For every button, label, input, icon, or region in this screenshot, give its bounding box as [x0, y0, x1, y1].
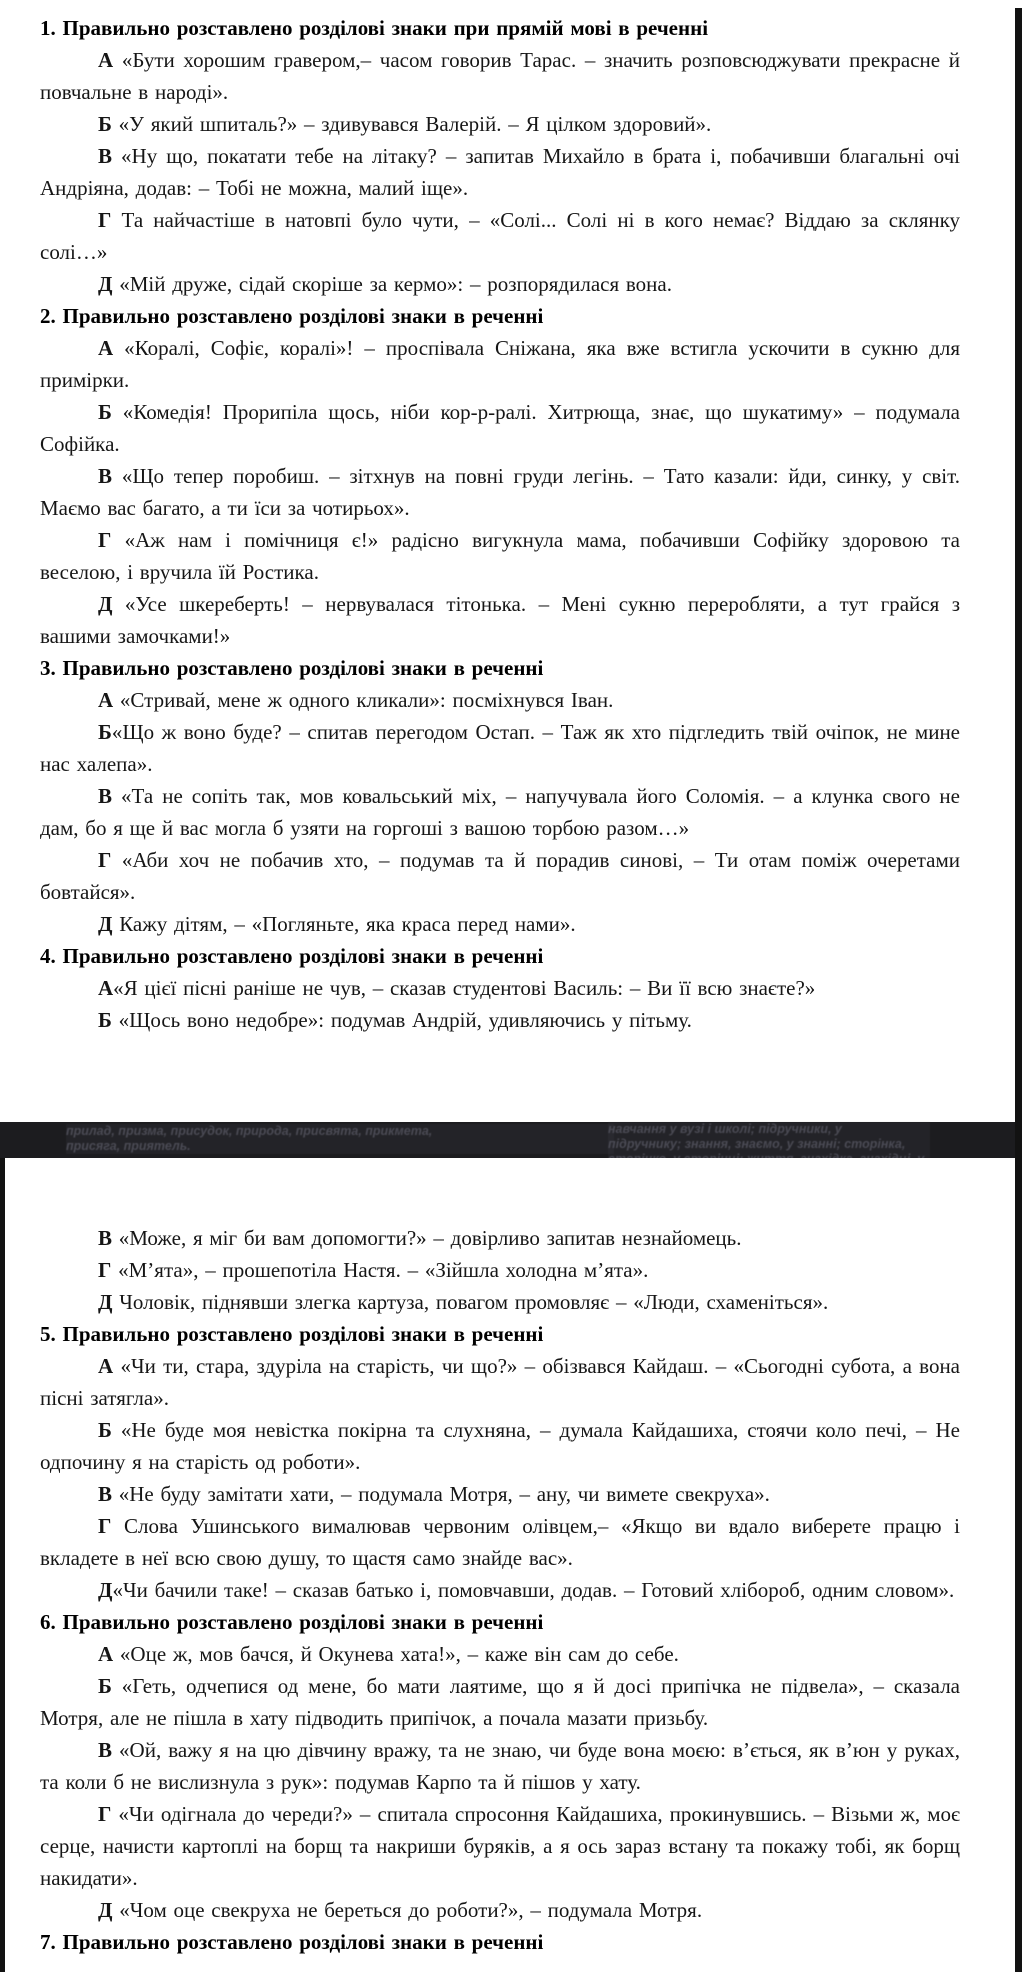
option-letter: Д	[98, 272, 113, 296]
question-4-heading: 4. Правильно розставлено розділові знаки в реченні	[40, 944, 544, 968]
option-text: «Може, я міг би вам допомогти?» – довірливо запитав незнайомець.	[112, 1226, 742, 1250]
q6-option-g	[40, 1798, 960, 1894]
option-letter: В	[98, 144, 113, 168]
option-letter: Г	[98, 208, 112, 232]
q6-option-d	[40, 1894, 960, 1926]
option-letter: Г	[98, 1514, 112, 1538]
option-text: «Чи бачили таке! – сказав батько і, помовчавши, додав. – Готовий хлібороб, одним словом».	[112, 1578, 955, 1602]
question-6-heading: 6. Правильно розставлено розділові знаки в реченні	[40, 1610, 544, 1634]
ghost-line: прилад, призма, присудок, природа, присвята, прикмета,	[66, 1124, 433, 1138]
option-letter: Д	[98, 1898, 113, 1922]
q4-option-v	[40, 1222, 960, 1254]
q2-option-b	[40, 396, 960, 460]
option-text: «У який шпиталь?» – здивувався Валерій. – Я цілком здоровий».	[111, 112, 712, 136]
scan-edge-right	[1015, 8, 1022, 1972]
page-2	[0, 1158, 1022, 1972]
question-2-heading: 2. Правильно розставлено розділові знаки в реченні	[40, 304, 544, 328]
option-text: «Стривай, мене ж одного кликали»: посміхнувся Іван.	[113, 688, 614, 712]
q5-option-d	[40, 1574, 960, 1606]
q3-option-g	[40, 844, 960, 908]
q6-option-v	[40, 1734, 960, 1798]
option-text: «Ну що, покатати тебе на літаку? – запитав Михайло в брата і, побачивши благальні очі Андріяна, додав: – Тобі не можна, малий іще».	[40, 144, 960, 200]
q1-option-d	[40, 268, 960, 300]
option-text: «М’ята», – прошепотіла Настя. – «Зійшла холодна м’ята».	[111, 1258, 649, 1282]
option-text: Чоловік, піднявши злегка картуза, повагом промовляє – «Люди, схаменіться».	[112, 1290, 829, 1314]
option-text: «Щось воно недобре»: подумав Андрій, удивляючись у пітьму.	[111, 1008, 692, 1032]
scan-divider-band	[0, 1122, 1022, 1158]
option-text: «Мій друже, сідай скоріше за кермо»: – розпорядилася вона.	[112, 272, 672, 296]
option-letter: В	[98, 784, 113, 808]
option-text: «Бути хорошим гравером,– часом говорив Тарас. – значить розповсюджувати прекрасне й повчальне в народі».	[40, 48, 960, 104]
option-letter: Б	[98, 112, 112, 136]
option-text: «Не буде моя невістка покірна та слухняна, – думала Кайдашиха, стоячи коло печі, – Не одпочину я на старість од роботи».	[40, 1418, 960, 1474]
option-letter: Б	[98, 1418, 112, 1442]
question-7-heading-cut: 7. Правильно розставлено розділові знаки в реченні	[40, 1930, 544, 1954]
q2-option-g	[40, 524, 960, 588]
ghost-line: навчання у вузі і школі; підручники, у	[608, 1122, 842, 1136]
option-letter: Г	[98, 1802, 112, 1826]
option-letter: А	[98, 1642, 114, 1666]
option-letter: Д	[98, 912, 113, 936]
option-letter: А	[98, 336, 114, 360]
q5-option-g	[40, 1510, 960, 1574]
option-text: «Що тепер поробиш. – зітхнув на повні груди легінь. – Тато казали: йди, синку, у світ. Маємо вас багато, а ти їси за чотирьох».	[40, 464, 960, 520]
option-text: «Аж нам і помічниця є!» радісно вигукнула мама, побачивши Софійку здоровою та веселою, і вручила їй Ростика.	[40, 528, 960, 584]
q4-option-b	[40, 1004, 960, 1036]
option-text: Та найчастіше в натовпі було чути, – «Солі... Солі ні в кого немає? Віддаю за склянку солі…»	[40, 208, 960, 264]
option-text: «Комедія! Прорипіла щось, ніби кор-р-ралі. Хитрюща, знає, що шукатиму» – подумала Софійка.	[40, 400, 960, 456]
option-text: «Оце ж, мов бачся, й Окунева хата!», – каже він сам до себе.	[113, 1642, 679, 1666]
option-letter: В	[98, 464, 113, 488]
option-letter: Б	[98, 400, 112, 424]
q2-option-a	[40, 332, 960, 396]
question-5-heading: 5. Правильно розставлено розділові знаки в реченні	[40, 1322, 544, 1346]
q2-option-v	[40, 460, 960, 524]
ghost-line: присяга, приятель.	[66, 1139, 191, 1153]
option-letter: В	[98, 1738, 113, 1762]
option-letter: Б	[98, 720, 112, 744]
q1-option-b	[40, 108, 960, 140]
option-text: «Я цієї пісні раніше не чув, – сказав студентові Василь: – Ви її всю знаєте?»	[113, 976, 816, 1000]
question-3-heading: 3. Правильно розставлено розділові знаки в реченні	[40, 656, 544, 680]
option-text: «Ой, важу я на цю дівчину вражу, та не знаю, чи буде вона моєю: в’ється, як в’юн у руках, та коли б не вислизнула з рук»: подумав Карпо та й пішов у хату.	[40, 1738, 960, 1794]
q3-option-v	[40, 780, 960, 844]
q3-option-d	[40, 908, 960, 940]
q4-option-d	[40, 1286, 960, 1318]
option-letter: Д	[98, 1578, 113, 1602]
option-letter: Г	[98, 848, 112, 872]
q1-option-g	[40, 204, 960, 268]
option-text: Слова Ушинського вималював червоним олівцем,– «Якщо ви вдало виберете працю і вкладете в неї всю свою душу, то щастя само знайде вас».	[40, 1514, 960, 1570]
option-text: Кажу дітям, – «Погляньте, яка краса перед нами».	[112, 912, 576, 936]
q5-option-a	[40, 1350, 960, 1414]
option-text: «Геть, одчепися од мене, бо мати лаятиме, що я й досі припічка не підвела», – сказала Мотря, але не пішла в хату підводить припічок, а почала мазати призьбу.	[40, 1674, 960, 1730]
option-letter: В	[98, 1226, 113, 1250]
q3-option-a	[40, 684, 960, 716]
option-text: «Чи одігнала до череди?» – спитала спросоння Кайдашиха, прокинувшись. – Візьми ж, моє серце, начисти картоплі на борщ та накриши буряків, а я ось зараз встану та покажу тобі, як борщ накидати».	[40, 1802, 960, 1890]
option-text: «Та не сопіть так, мов ковальський міх, – напучувала його Соломія. – а клунка свого не дам, бо я ще й вас могла б узяти на горгоші з вашою торбою разом…»	[40, 784, 960, 840]
option-text: «Аби хоч не побачив хто, – подумав та й порадив синові, – Ти отам поміж очеретами бовтайся».	[40, 848, 960, 904]
option-letter: Д	[98, 592, 113, 616]
ghost-line: підручнику; знання, знаємо, у знанні; сторінка,	[608, 1137, 906, 1151]
option-letter: Б	[98, 1674, 112, 1698]
q6-option-b	[40, 1670, 960, 1734]
option-letter: А	[98, 1354, 114, 1378]
q6-option-a	[40, 1638, 960, 1670]
option-text: «Коралі, Софіє, коралі»! – проспівала Сніжана, яка вже встигла ускочити в сукню для примірки.	[40, 336, 960, 392]
scan-edge-left	[0, 1158, 5, 1972]
option-text: «Усе шкереберть! – нервувалася тітонька. – Мені сукню переробляти, а тут грайся з вашими замочками!»	[40, 592, 960, 648]
option-text: «Що ж воно буде? – спитав перегодом Остап. – Таж як хто підгледить твій очіпок, не мине нас халепа».	[40, 720, 960, 776]
option-letter: Г	[98, 528, 112, 552]
q1-option-v	[40, 140, 960, 204]
option-letter: А	[98, 48, 114, 72]
option-letter: А	[98, 688, 114, 712]
option-letter: В	[98, 1482, 113, 1506]
q1-option-a	[40, 44, 960, 108]
option-text: «Чи ти, стара, здуріла на старість, чи що?» – обізвався Кайдаш. – «Сьогодні субота, а вона пісні затягла».	[40, 1354, 960, 1410]
option-text: «Чом оце свекруха не береться до роботи?», – подумала Мотря.	[112, 1898, 703, 1922]
ghost-text-left	[66, 1124, 614, 1154]
q5-option-b	[40, 1414, 960, 1478]
option-letter: А	[98, 976, 114, 1000]
option-letter: Г	[98, 1258, 112, 1282]
q4-option-g	[40, 1254, 960, 1286]
option-letter: Д	[98, 1290, 113, 1314]
q5-option-v	[40, 1478, 960, 1510]
q3-option-b	[40, 716, 960, 780]
q4-option-a	[40, 972, 960, 1004]
q2-option-d	[40, 588, 960, 652]
option-letter: Б	[98, 1008, 112, 1032]
option-text: «Не буду замітати хати, – подумала Мотря, – ану, чи вимете свекруха».	[112, 1482, 770, 1506]
question-1-heading: 1. Правильно розставлено розділові знаки при прямій мові в реченні	[40, 16, 709, 40]
